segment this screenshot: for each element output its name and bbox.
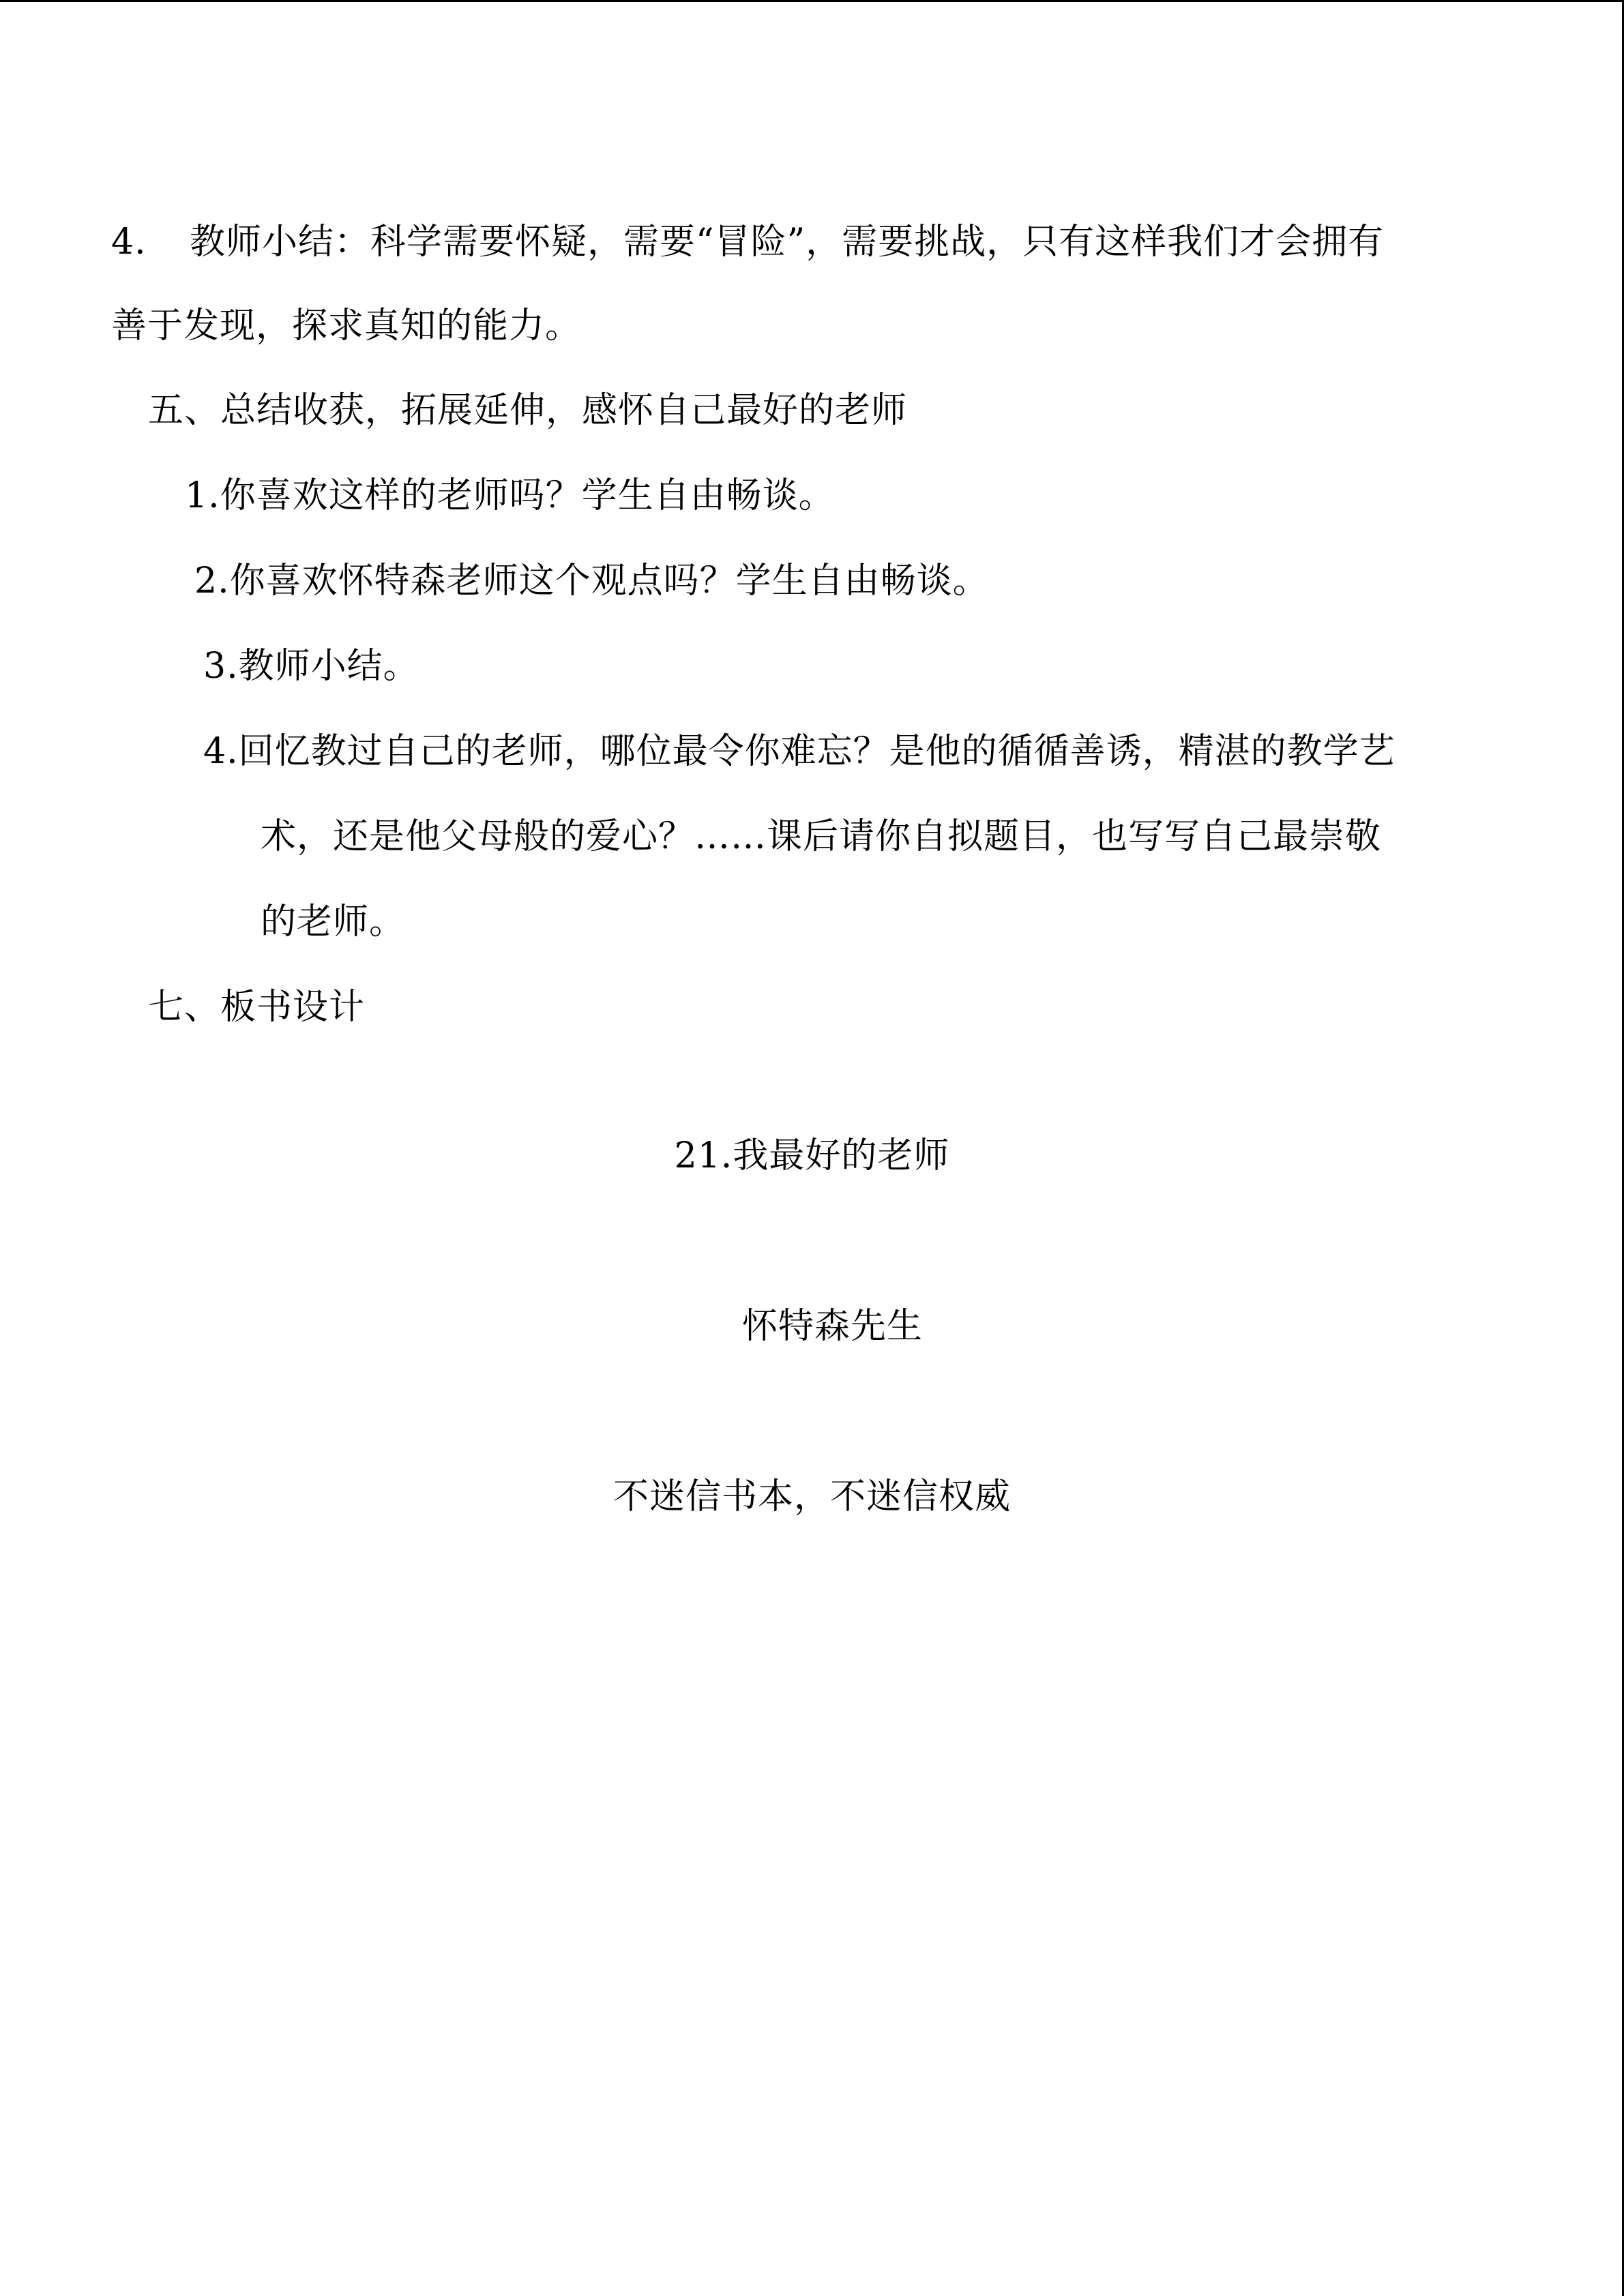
section-5-heading: 五、总结收获，拓展延伸，感怀自己最好的老师 bbox=[148, 390, 908, 431]
section-7-heading: 七、板书设计 bbox=[148, 987, 366, 1028]
section-5-item-3: 3.教师小结。 bbox=[203, 646, 419, 687]
board-title: 21.我最好的老师 bbox=[674, 1135, 950, 1176]
section-5-item-4-line-2: 术，还是他父母般的爱心？……课后请你自拟题目，也写写自己最崇敬 bbox=[261, 816, 1382, 857]
paragraph-4-line-2: 善于发现，探求真知的能力。 bbox=[111, 305, 582, 346]
paragraph-number: 4. bbox=[111, 222, 147, 263]
board-point: 不迷信书本，不迷信权威 bbox=[612, 1476, 1011, 1517]
section-5-item-2: 2.你喜欢怀特森老师这个观点吗？学生自由畅谈。 bbox=[194, 561, 989, 601]
section-5-item-1: 1.你喜欢这样的老师吗？学生自由畅谈。 bbox=[185, 475, 835, 516]
paragraph-4-line-1 bbox=[111, 220, 1384, 264]
section-5-item-4-line-3: 的老师。 bbox=[261, 901, 406, 942]
board-subject: 怀特森先生 bbox=[741, 1306, 923, 1347]
section-5-item-4-line-1: 4.回忆教过自己的老师，哪位最令你难忘？是他的循循善诱，精湛的教学艺 bbox=[203, 731, 1396, 772]
paragraph-text: 教师小结：科学需要怀疑，需要“冒险”，需要挑战，只有这样我们才会拥有 bbox=[190, 222, 1385, 263]
